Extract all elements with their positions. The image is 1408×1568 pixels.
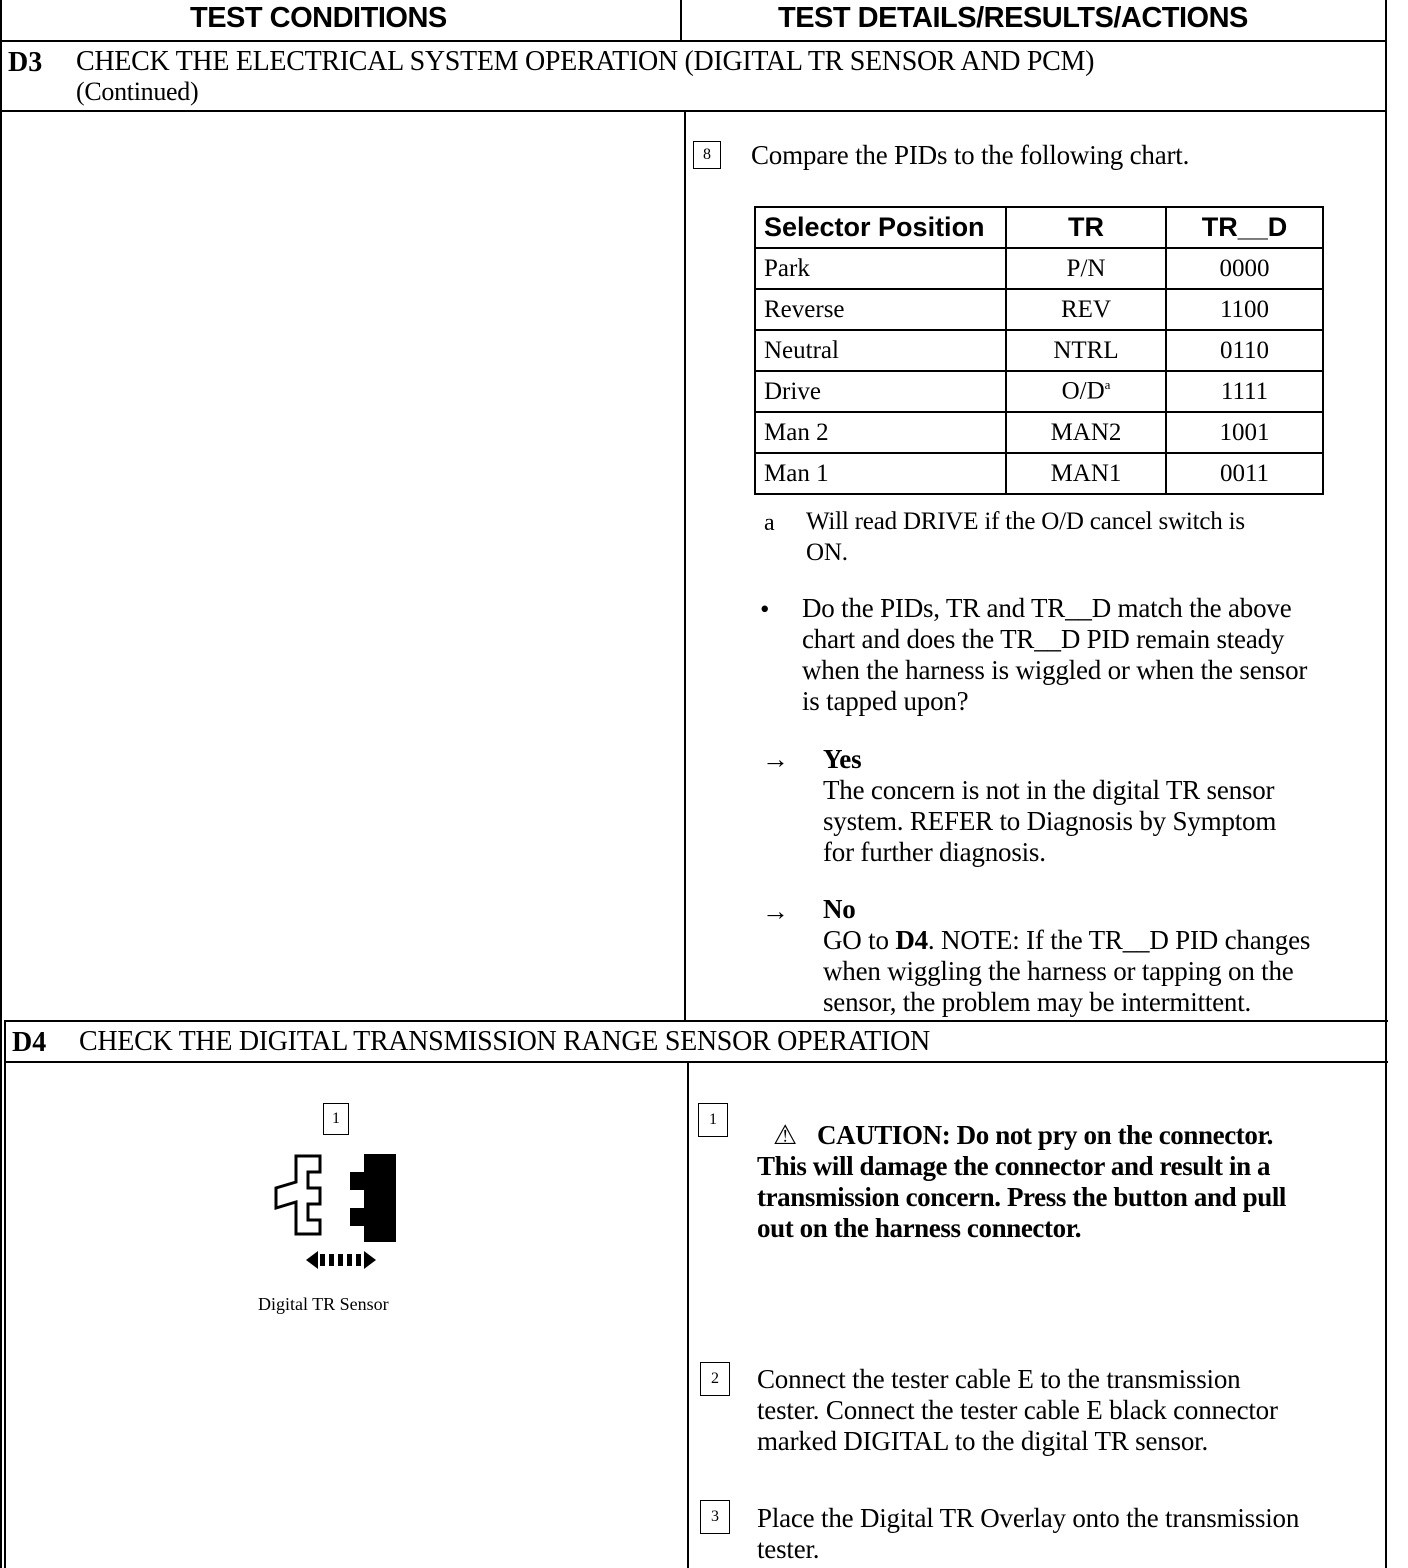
d4-step2-number-box: 2 [700, 1362, 730, 1396]
pull-direction-arrow-left [306, 1251, 318, 1269]
pid-cell-tr: NTRL [1006, 330, 1166, 371]
yes-arrow-icon: → [762, 744, 789, 774]
table-row [755, 371, 1323, 412]
frame-left-border [0, 0, 2, 1568]
step2-line: Connect the tester cable E to the transmission [757, 1364, 1241, 1394]
table-row [755, 453, 1323, 494]
no-line: when wiggling the harness or tapping on the [823, 956, 1294, 986]
header-test-conditions: TEST CONDITIONS [190, 2, 447, 34]
no-d4-reference: D4 [895, 925, 928, 955]
d4-section-title: CHECK THE DIGITAL TRANSMISSION RANGE SENSOR OPERATION [79, 1026, 930, 1057]
d4-figure-step-box: 1 [323, 1103, 349, 1135]
d3-title-line2: (Continued) [76, 77, 199, 106]
no-result [823, 894, 1310, 1018]
table-row [755, 289, 1323, 330]
arrow-dash [347, 1254, 352, 1266]
question-line: is tapped upon? [802, 686, 969, 716]
d4-step1-caution [757, 1120, 1286, 1244]
caution-line: out on the harness connector. [757, 1213, 1082, 1243]
d3-step8-text: Compare the PIDs to the following chart. [751, 140, 1190, 170]
step3-line: tester. [757, 1534, 820, 1564]
yes-label: Yes [823, 744, 862, 774]
table-row [755, 248, 1323, 289]
header-test-details: TEST DETAILS/RESULTS/ACTIONS [778, 2, 1248, 34]
d3-title-line1: CHECK THE ELECTRICAL SYSTEM OPERATION (DIGITAL TR SENSOR AND PCM) [76, 46, 1095, 77]
table-footnote-text [806, 506, 1245, 568]
pid-cell-tr: MAN2 [1006, 412, 1166, 453]
d4-title-bottom-rule [4, 1061, 1388, 1063]
pid-cell-tr-value: O/D [1061, 377, 1105, 405]
step2-line: marked DIGITAL to the digital TR sensor. [757, 1426, 1209, 1456]
pid-cell-tr: MAN1 [1006, 453, 1166, 494]
no-line1-pre: GO to [823, 925, 896, 955]
pid-cell-tr-drive [1006, 371, 1166, 412]
frame-right-border [1385, 0, 1387, 1568]
caution-text: CAUTION: Do not pry on the connector. [817, 1120, 1273, 1150]
table-row [755, 412, 1323, 453]
harness-connector-solid [350, 1154, 396, 1242]
d3-section-id: D3 [8, 47, 43, 78]
question-line: Do the PIDs, TR and TR__D match the above [802, 593, 1292, 623]
pid-cell-selector: Man 1 [755, 453, 1006, 494]
warning-triangle-icon: ⚠ [773, 1120, 797, 1150]
question-text [802, 593, 1307, 717]
question-line: when the harness is wiggled or when the sensor [802, 655, 1308, 685]
yes-result [823, 744, 1276, 868]
d3-step8-number-box: 8 [693, 141, 721, 169]
pid-cell-trd: 0000 [1166, 248, 1323, 289]
pid-cell-selector: Reverse [755, 289, 1006, 330]
d4-step1-number-box: 1 [698, 1103, 728, 1137]
question-bullet: • [760, 594, 770, 624]
caution-line: This will damage the connector and result in a [757, 1151, 1271, 1181]
digital-tr-sensor-connector-icon [268, 1150, 408, 1274]
yes-line: for further diagnosis. [823, 837, 1046, 867]
pid-cell-trd: 1111 [1166, 371, 1323, 412]
pid-cell-selector: Park [755, 248, 1006, 289]
pid-cell-tr: REV [1006, 289, 1166, 330]
pid-cell-trd: 0011 [1166, 453, 1323, 494]
table-row [755, 330, 1323, 371]
header-bottom-rule [0, 40, 1387, 42]
arrow-dash [320, 1254, 325, 1266]
d3-column-divider [684, 110, 686, 1022]
d4-step3-text [757, 1503, 1299, 1565]
pid-cell-trd: 0110 [1166, 330, 1323, 371]
pid-cell-trd: 1001 [1166, 412, 1323, 453]
step2-line: tester. Connect the tester cable E black connector [757, 1395, 1278, 1425]
pid-cell-tr: P/N [1006, 248, 1166, 289]
pid-chart-header-tr: TR [1006, 207, 1166, 248]
footnote-line: ON. [806, 539, 848, 566]
pid-chart-header-selector: Selector Position [755, 207, 1006, 248]
pid-cell-selector: Neutral [755, 330, 1006, 371]
figure-caption: Digital TR Sensor [258, 1294, 389, 1314]
d3-title-bottom-rule [0, 110, 1387, 112]
table-footnote-label: a [764, 510, 775, 536]
no-arrow-icon: → [762, 896, 789, 926]
footnote-line: Will read DRIVE if the O/D cancel switch is [806, 508, 1245, 535]
footnote-marker: a [1104, 377, 1111, 393]
arrow-dash [356, 1254, 361, 1266]
d3-section-title [76, 46, 1094, 106]
pid-cell-trd: 1100 [1166, 289, 1323, 330]
header-column-divider [680, 0, 682, 42]
no-label: No [823, 894, 856, 924]
pid-chart-header-trd: TR__D [1166, 207, 1323, 248]
pid-cell-selector: Man 2 [755, 412, 1006, 453]
caution-line1 [757, 1120, 1286, 1151]
sensor-connector-outline [276, 1156, 320, 1234]
arrow-dash [329, 1254, 334, 1266]
pull-direction-arrow-right [364, 1251, 376, 1269]
no-line1-post: . NOTE: If the TR__D PID changes [927, 925, 1311, 955]
pid-chart-table [754, 206, 1324, 495]
yes-line: system. REFER to Diagnosis by Symptom [823, 806, 1277, 836]
d4-step3-number-box: 3 [700, 1500, 730, 1534]
d4-section-id: D4 [12, 1027, 47, 1058]
pid-cell-selector: Drive [755, 371, 1006, 412]
caution-line: transmission concern. Press the button and pull [757, 1182, 1287, 1212]
d4-left-border [4, 1020, 6, 1568]
yes-line: The concern is not in the digital TR sensor [823, 775, 1275, 805]
arrow-dash [338, 1254, 343, 1266]
d4-step2-text [757, 1364, 1278, 1457]
d4-title-top-rule [4, 1020, 1388, 1022]
pid-chart-header-row [755, 207, 1323, 248]
no-line1 [823, 925, 1310, 956]
step3-line: Place the Digital TR Overlay onto the transmission [757, 1503, 1300, 1533]
question-line: chart and does the TR__D PID remain steady [802, 624, 1285, 654]
d4-column-divider [687, 1061, 689, 1568]
no-line: sensor, the problem may be intermittent. [823, 987, 1252, 1017]
